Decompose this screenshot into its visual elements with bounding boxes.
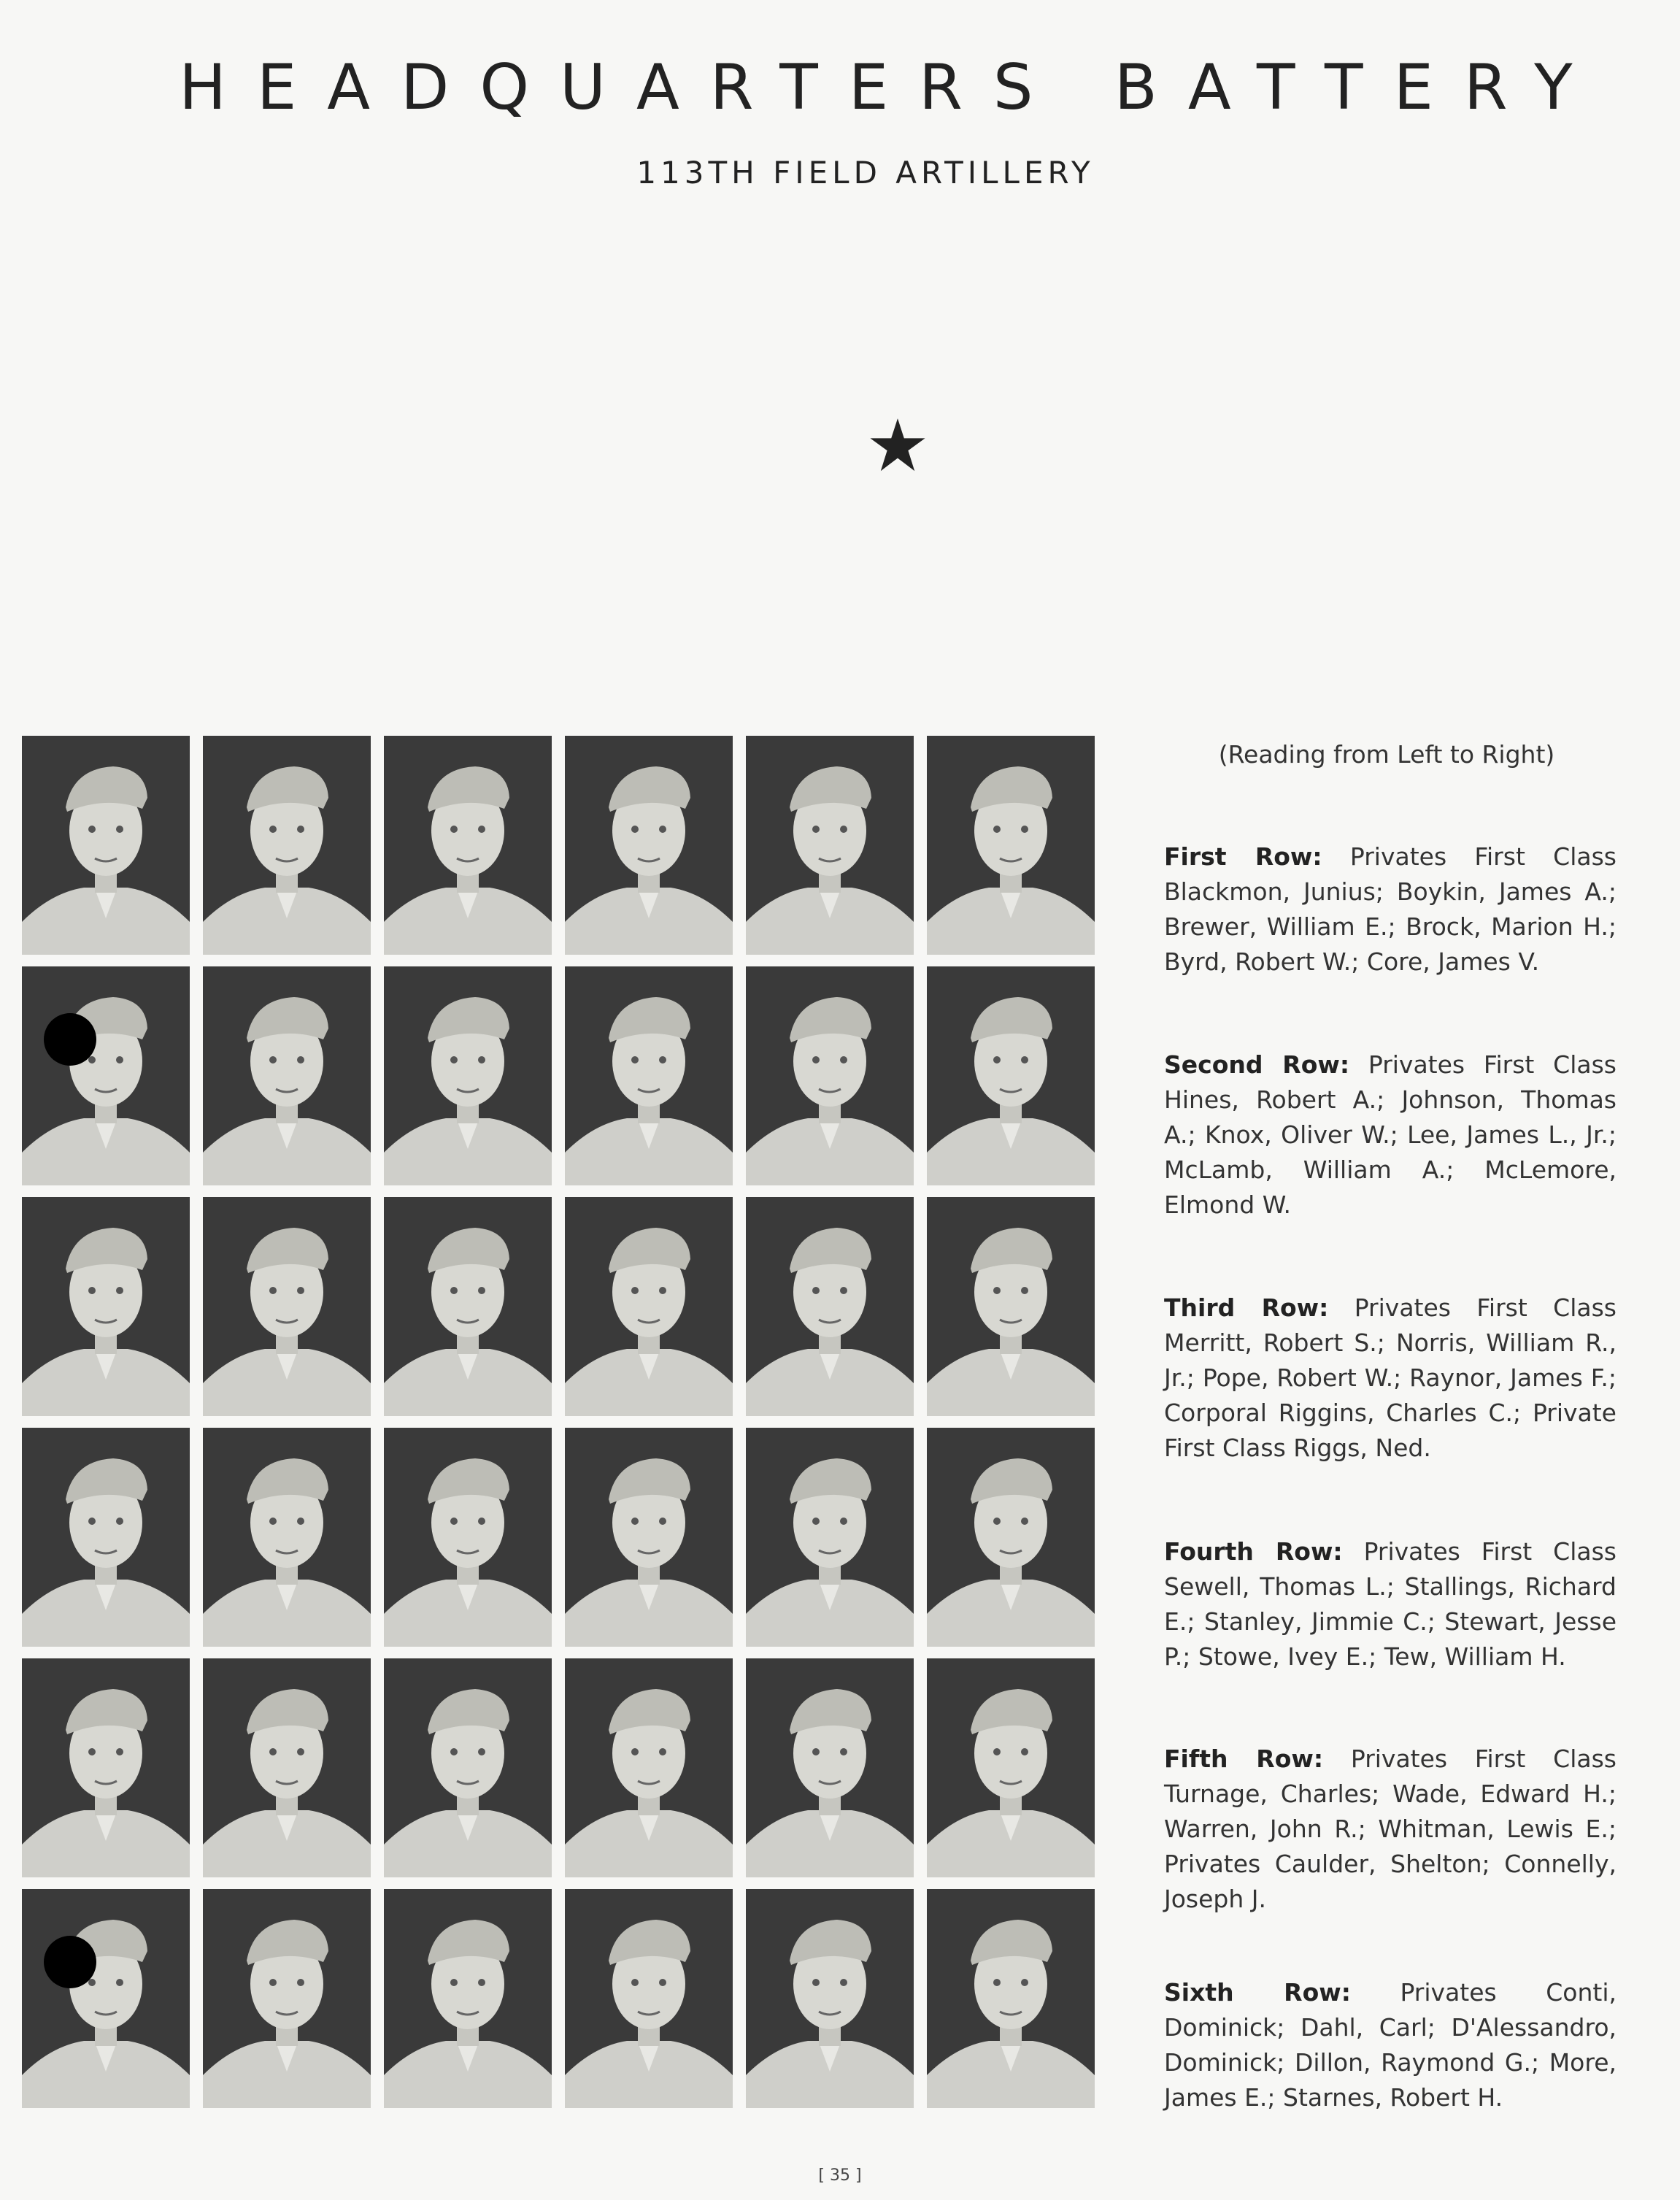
portrait-photo: [22, 1889, 190, 2108]
portrait-photo: [22, 1428, 190, 1647]
portrait-photo: [927, 1428, 1095, 1647]
portrait-photo: [746, 736, 914, 955]
portrait-photo: [203, 966, 371, 1185]
portrait-photo: [22, 736, 190, 955]
caption-row-4: [1164, 1534, 1617, 1674]
caption-row-5: [1164, 1742, 1617, 1917]
portrait-photo: [927, 1658, 1095, 1877]
caption-row-label: Third Row:: [1164, 1293, 1329, 1322]
portrait-photo: [746, 1197, 914, 1416]
caption-row-text: Privates Conti, Dominick; Dahl, Carl; D'Alessandro, Dominick; Dillon, Raymond G.; More, James E.; Starnes, Robert H.: [1164, 1978, 1617, 2112]
caption-row-label: First Row:: [1164, 842, 1322, 871]
caption-row-label: Second Row:: [1164, 1050, 1350, 1079]
portrait-photo: [565, 736, 733, 955]
portrait-grid: [22, 736, 1102, 2108]
star-icon: [868, 416, 927, 474]
caption-row-text: Privates First Class Sewell, Thomas L.; Stallings, Richard E.; Stanley, Jimmie C.; Stewart, Jesse P.; Stowe, Ivey E.; Tew, William H.: [1164, 1537, 1617, 1671]
caption-row-1: [1164, 839, 1617, 980]
portrait-photo: [384, 1197, 552, 1416]
portrait-photo: [384, 1658, 552, 1877]
caption-row-label: Fourth Row:: [1164, 1537, 1343, 1566]
caption-row-text: Privates First Class Merritt, Robert S.; Norris, William R., Jr.; Pope, Robert W.; Raynor, James F.; Corporal Riggins, Charles C.; Private First Class Riggs, Ned.: [1164, 1293, 1617, 1462]
portrait-photo: [384, 1428, 552, 1647]
portrait-photo: [746, 1428, 914, 1647]
portrait-photo: [384, 1889, 552, 2108]
portrait-photo: [384, 736, 552, 955]
portrait-photo: [746, 1889, 914, 2108]
caption-row-text: Privates First Class Turnage, Charles; Wade, Edward H.; Warren, John R.; Whitman, Lewis E.; Privates Caulder, Shelton; Connelly, Joseph J.: [1164, 1745, 1617, 1913]
portrait-photo: [565, 1889, 733, 2108]
caption-row-6: [1164, 1975, 1617, 2115]
portrait-photo: [203, 1197, 371, 1416]
punch-hole: [44, 1013, 96, 1066]
portrait-photo: [565, 1658, 733, 1877]
portrait-photo: [22, 1197, 190, 1416]
portrait-photo: [927, 1197, 1095, 1416]
portrait-photo: [746, 1658, 914, 1877]
portrait-photo: [927, 736, 1095, 955]
portrait-photo: [565, 1428, 733, 1647]
portrait-photo: [565, 1197, 733, 1416]
caption-row-3: [1164, 1291, 1617, 1466]
caption-row-text: Privates First Class Hines, Robert A.; Johnson, Thomas A.; Knox, Oliver W.; Lee, James L., Jr.; McLamb, William A.; McLemore, Elmond W.: [1164, 1050, 1617, 1219]
page-title: HEADQUARTERS BATTERY: [179, 51, 1603, 124]
reading-note: (Reading from Left to Right): [1218, 740, 1555, 769]
caption-row-label: Sixth Row:: [1164, 1978, 1351, 2007]
punch-hole: [44, 1936, 96, 1988]
portrait-photo: [203, 1658, 371, 1877]
portrait-photo: [22, 966, 190, 1185]
page-subtitle: 113TH FIELD ARTILLERY: [636, 155, 1095, 191]
caption-row-text: Privates First Class Blackmon, Junius; Boykin, James A.; Brewer, William E.; Brock, Marion H.; Byrd, Robert W.; Core, James V.: [1164, 842, 1617, 976]
caption-row-label: Fifth Row:: [1164, 1745, 1324, 1773]
portrait-photo: [746, 966, 914, 1185]
portrait-photo: [203, 736, 371, 955]
portrait-photo: [927, 1889, 1095, 2108]
portrait-photo: [927, 966, 1095, 1185]
portrait-photo: [22, 1658, 190, 1877]
page-number: [ 35 ]: [818, 2166, 862, 2185]
caption-row-2: [1164, 1047, 1617, 1223]
portrait-photo: [565, 966, 733, 1185]
portrait-photo: [203, 1889, 371, 2108]
portrait-photo: [384, 966, 552, 1185]
portrait-photo: [203, 1428, 371, 1647]
